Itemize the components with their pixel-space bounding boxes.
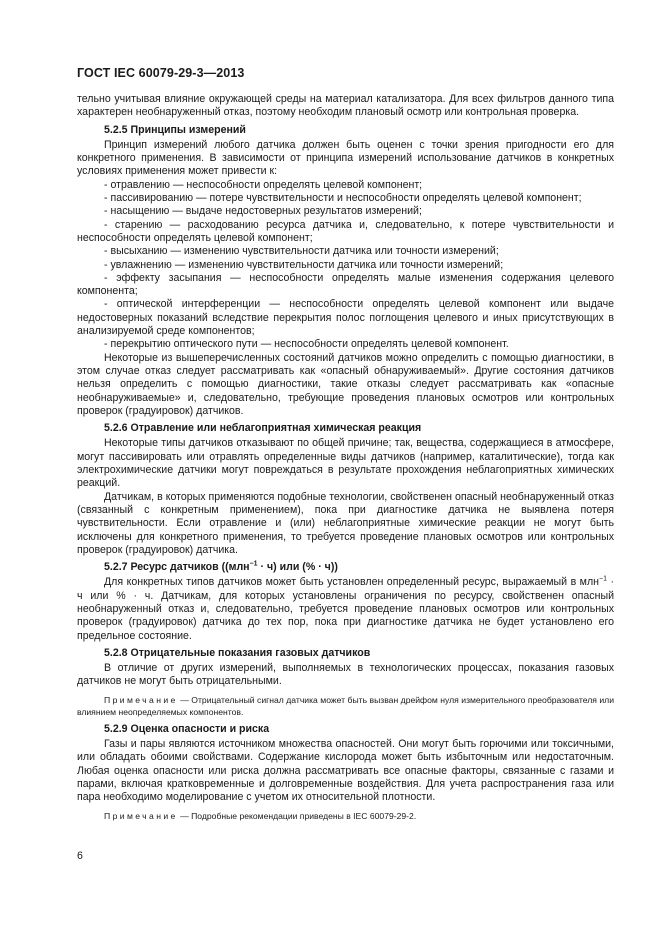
document-header: ГОСТ IEC 60079-29-3—2013 [77, 66, 245, 80]
list-item: - перекрытию оптического пути — неспособности определять целевой компонент. [104, 338, 509, 351]
section-5-2-9-paragraph-1: Газы и пары являются источником множества опасностей. Они могут быть горючими или токсичными, или обладать обоими свойствами. Содержание кислорода может быть избыточным или недостаточным. Любая оценка опасности или риска должна рассматривать все опасные факторы, связанные с газами и парами, включая кратковременные и долговременные воздействия. Для учета распространения газа или пара необходимо моделирование с учетом их относительной плотности. [77, 738, 614, 804]
list-item: - старению — расходованию ресурса датчика и, следовательно, к потере чувствительности и неспособности определять целевой компонент; [77, 218, 614, 244]
list-item: - эффекту засыпания — неспособности определять малые изменения содержания целевого компонента; [77, 271, 614, 298]
section-5-2-5-heading: 5.2.5 Принципы измерений [104, 123, 246, 136]
section-5-2-6-paragraph-2: Датчикам, в которых применяются подобные технологии, свойственен опасный необнаруженный отказ (связанный с конкретным применением), пока при диагностике датчика не выявлена потеря чувствительности. Если отравление и (или) неблагоприятные химические реакции не могут быть исключены для конкретного применения, то требуется проведение плановых осмотров или контрольных проверок (градуировок) датчика. [77, 490, 614, 556]
list-item: - высыханию — изменению чувствительности датчика или точности измерений; [104, 245, 499, 258]
paragraph-text: · ч или % · ч. Датчикам, для которых установлены ограничения по ресурсу, свойственен опасный необнаруженный отказ и, следовательно, требуется проведение плановых осмотров или контрольных проверок (градуировок) датчика до тех пор, пока при диагностике датчика не будет установлено его предельное состояние. [77, 576, 614, 642]
section-5-2-8-heading: 5.2.8 Отрицательные показания газовых датчиков [104, 646, 371, 659]
intro-paragraph: тельно учитывая влияние окружающей среды на материал катализатора. Для всех фильтров данного типа характерен необнаруженный отказ, поэтому необходим плановый осмотр или контрольная проверка. [77, 93, 614, 119]
section-5-2-5-paragraph-2: Некоторые из вышеперечисленных состояний датчиков можно определить с помощью диагностики, в этом случае отказ следует рассматривать как «опасный обнаруживаемый». Другие состояния датчиков нельзя определить с помощью диагностики, такие отказы следует рассматривать как «опасные необнаруживаемые» и, следовательно, требующие проведения плановых осмотров или контрольных проверок (градуировок) датчиков. [77, 351, 614, 417]
note [77, 810, 614, 823]
list-item: - пассивированию — потере чувствительности и неспособности определять целевой компонент; [104, 192, 582, 205]
note [77, 694, 614, 719]
section-5-2-9-heading: 5.2.9 Оценка опасности и риска [104, 722, 270, 735]
note-label: Примечание [104, 694, 178, 705]
heading-text: 5.2.7 Ресурс датчиков ((млн [104, 561, 250, 574]
paragraph-text: Для конкретных типов датчиков может быть установлен определенный ресурс, выражаемый в млн [104, 576, 599, 589]
note-label: Примечание [104, 810, 178, 821]
exponent: −1 [249, 560, 258, 568]
heading-text: · ч) или (% · ч)) [257, 561, 338, 574]
note-text: — Отрицательный сигнал датчика может быть вызван дрейфом нуля измерительного преобразователя или влиянием неопределяемых компонентов. [77, 694, 614, 718]
section-5-2-7-paragraph-1 [77, 576, 614, 642]
section-5-2-6-paragraph-1: Некоторые типы датчиков отказывают по общей причине; так, вещества, содержащиеся в атмосфере, могут пассивировать или отравлять определенные виды датчиков (например, каталитические), тогда как электрохимические датчики могут повреждаться в результате прохождения неблагоприятных химических реакций. [77, 437, 614, 490]
list-item: - насыщению — выдаче недостоверных результатов измерений; [104, 205, 422, 218]
list-item: - увлажнению — изменению чувствительности датчика или точности измерений; [104, 258, 504, 271]
section-5-2-6-heading: 5.2.6 Отравление или неблагоприятная химическая реакция [104, 422, 422, 435]
page-number: 6 [77, 850, 83, 862]
exponent: −1 [599, 575, 607, 583]
list-item: - отравлению — неспособности определять целевой компонент; [104, 178, 423, 191]
list-item: - оптической интерференции — неспособности определять целевой компонент или выдаче недостоверных показаний вследствие перекрытия полос поглощения целевого и иных присутствующих в анализируемой среде компонентов; [77, 298, 614, 338]
section-5-2-7-heading [104, 561, 614, 574]
section-5-2-8-paragraph-1: В отличие от других измерений, выполняемых в технологических процессах, показания газовых датчиков не могут быть отрицательными. [77, 662, 614, 688]
document-body [77, 93, 614, 826]
note-text: — Подробные рекомендации приведены в IEC 60079-29-2. [177, 810, 417, 821]
section-5-2-5-paragraph-1: Принцип измерений любого датчика должен быть оценен с точки зрения пригодности его для конкретного применения. В зависимости от принципа измерений использование датчиков в конкретных условиях применения может привести к: [77, 138, 614, 178]
